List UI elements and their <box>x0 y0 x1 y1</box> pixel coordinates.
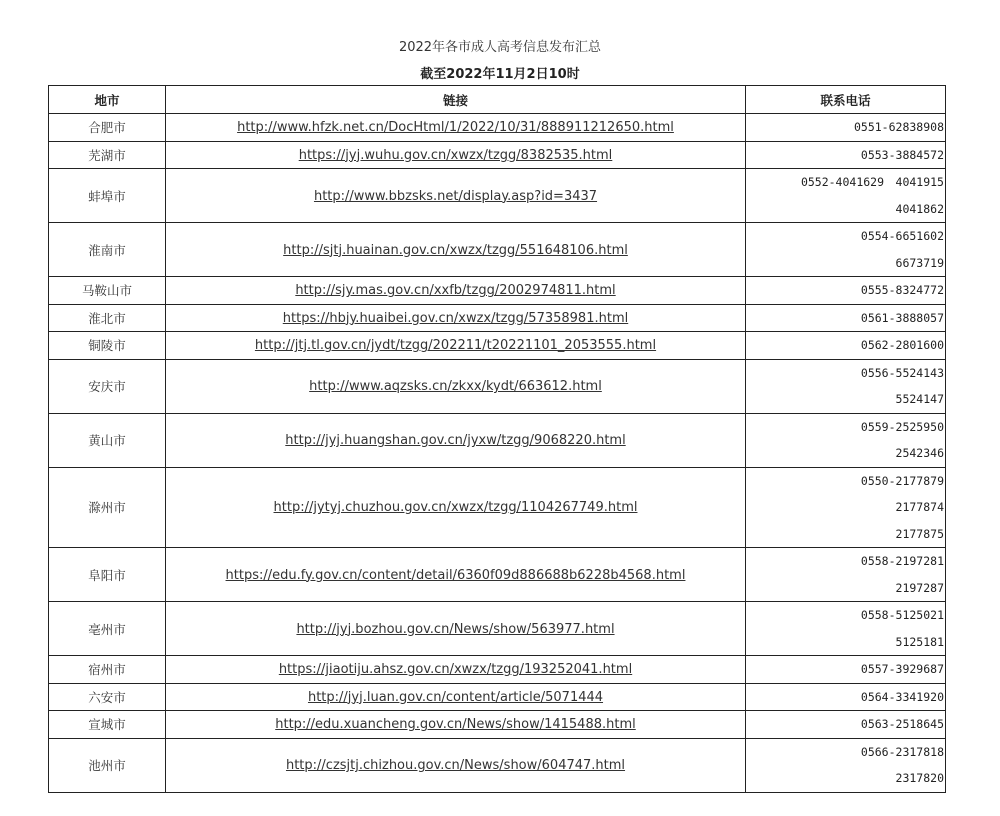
page-title: 2022年各市成人高考信息发布汇总 <box>398 40 602 55</box>
table-header-row <box>49 86 946 114</box>
phone-number: 0558-2197281 <box>860 554 944 568</box>
phone-number: 0551-62838908 <box>853 120 944 134</box>
notice-link[interactable]: http://jyj.bozhou.gov.cn/News/show/563977.html <box>296 621 615 637</box>
notice-link[interactable]: http://sjtj.huainan.gov.cn/xwzx/tzgg/551648106.html <box>283 242 628 258</box>
city-cell: 黄山市 <box>49 413 166 467</box>
phone-number: 2197287 <box>895 580 944 595</box>
table-row <box>49 413 946 467</box>
phone-number: 0553-3884572 <box>860 147 944 162</box>
link-cell <box>166 413 746 467</box>
phone-cell <box>746 467 946 548</box>
phone-number: 5125181 <box>895 634 944 649</box>
link-cell <box>166 683 746 711</box>
link-cell <box>166 656 746 684</box>
page-subtitle: 截至2022年11月2日10时 <box>420 67 580 82</box>
link-cell <box>166 332 746 360</box>
city-cell: 亳州市 <box>49 602 166 656</box>
notice-link[interactable]: http://www.bbzsks.net/display.asp?id=3437 <box>313 188 598 204</box>
phone-number: 0550-2177879 <box>860 473 944 488</box>
phone-cell <box>746 277 946 305</box>
notice-link[interactable]: http://www.aqzsks.cn/zkxx/kydt/663612.html <box>309 379 602 394</box>
table-body <box>49 114 946 793</box>
phone-number: 2317820 <box>895 771 944 785</box>
notice-link[interactable]: https://jyj.wuhu.gov.cn/xwzx/tzgg/8382535.html <box>298 147 613 163</box>
city-cell: 宿州市 <box>49 656 166 684</box>
notice-link[interactable]: https://hbjy.huaibei.gov.cn/xwzx/tzgg/57358981.html <box>282 310 629 326</box>
phone-number: 2177874 <box>895 500 944 514</box>
city-cell: 铜陵市 <box>49 332 166 360</box>
phone-number: 6673719 <box>895 255 944 270</box>
phone-number: 0557-3929687 <box>860 662 944 676</box>
link-cell <box>166 711 746 739</box>
phone-number: 0556-5524143 <box>860 365 944 380</box>
phone-number: 0563-2518645 <box>860 717 944 731</box>
table-row <box>49 359 946 413</box>
phone-cell <box>746 223 946 277</box>
table-row <box>49 656 946 684</box>
phone-number: 0558-5125021 <box>860 608 944 622</box>
table-row <box>49 114 946 142</box>
link-cell <box>166 602 746 656</box>
city-cell: 芜湖市 <box>49 141 166 169</box>
city-cell: 池州市 <box>49 738 166 792</box>
phone-number: 4041862 <box>895 201 944 216</box>
table-row <box>49 711 946 739</box>
notice-link[interactable]: http://jtj.tl.gov.cn/jydt/tzgg/202211/t20221101_2053555.html <box>254 338 657 354</box>
city-cell: 淮北市 <box>49 304 166 332</box>
link-cell <box>166 169 746 223</box>
link-cell <box>166 548 746 602</box>
phone-cell <box>746 548 946 602</box>
link-cell <box>166 304 746 332</box>
link-cell <box>166 277 746 305</box>
city-cell: 阜阳市 <box>49 548 166 602</box>
column-header-phone: 联系电话 <box>746 86 946 114</box>
city-cell: 马鞍山市 <box>49 277 166 305</box>
city-cell: 六安市 <box>49 683 166 711</box>
table-row <box>49 548 946 602</box>
table-row <box>49 738 946 792</box>
phone-cell <box>746 332 946 360</box>
notice-link[interactable]: http://jyj.luan.gov.cn/content/article/5071444 <box>307 689 604 705</box>
phone-number: 0564-3341920 <box>860 689 944 704</box>
city-cell: 宣城市 <box>49 711 166 739</box>
table-row <box>49 683 946 711</box>
city-cell: 滁州市 <box>49 467 166 548</box>
phone-cell <box>746 413 946 467</box>
city-cell: 蚌埠市 <box>49 169 166 223</box>
phone-number: 0555-8324772 <box>860 283 944 297</box>
phone-cell <box>746 738 946 792</box>
column-header-link: 链接 <box>166 86 746 114</box>
table-row <box>49 277 946 305</box>
phone-cell <box>746 683 946 711</box>
link-cell <box>166 738 746 792</box>
notice-link[interactable]: http://jytyj.chuzhou.gov.cn/xwzx/tzgg/1104267749.html <box>273 500 638 516</box>
phone-cell <box>746 141 946 169</box>
link-cell <box>166 223 746 277</box>
phone-cell <box>746 711 946 739</box>
phone-number: 0562-2801600 <box>860 338 944 352</box>
phone-cell <box>746 656 946 684</box>
notice-link[interactable]: http://czsjtj.chizhou.gov.cn/News/show/604747.html <box>285 758 626 773</box>
column-header-city: 地市 <box>49 86 166 114</box>
city-cell: 合肥市 <box>49 114 166 142</box>
phone-number: 0552-4041629 4041915 <box>800 175 944 189</box>
city-cell: 淮南市 <box>49 223 166 277</box>
link-cell <box>166 141 746 169</box>
notice-link[interactable]: http://sjy.mas.gov.cn/xxfb/tzgg/2002974811.html <box>295 283 616 299</box>
table-row <box>49 169 946 223</box>
notice-link[interactable]: http://www.hfzk.net.cn/DocHtml/1/2022/10/31/888911212650.html <box>237 120 674 136</box>
phone-number: 0566-2317818 <box>860 744 944 759</box>
city-cell: 安庆市 <box>49 359 166 413</box>
phone-cell <box>746 169 946 223</box>
link-cell <box>166 467 746 548</box>
phone-cell <box>746 602 946 656</box>
phone-number: 5524147 <box>895 392 944 406</box>
phone-number: 0554-6651602 <box>860 229 944 243</box>
table-row <box>49 141 946 169</box>
notice-link[interactable]: https://edu.fy.gov.cn/content/detail/6360f09d886688b6228b4568.html <box>225 567 686 583</box>
phone-number: 2177875 <box>895 526 944 541</box>
phone-number: 2542346 <box>895 446 944 460</box>
info-table <box>48 85 946 793</box>
phone-cell <box>746 359 946 413</box>
table-row <box>49 602 946 656</box>
table-row <box>49 467 946 548</box>
phone-cell <box>746 304 946 332</box>
table-row <box>49 223 946 277</box>
phone-number: 0559-2525950 <box>860 419 944 434</box>
table-row <box>49 332 946 360</box>
link-cell <box>166 359 746 413</box>
notice-link[interactable]: http://edu.xuancheng.gov.cn/News/show/1415488.html <box>275 717 636 733</box>
phone-number: 0561-3888057 <box>860 310 944 325</box>
table-row <box>49 304 946 332</box>
phone-cell <box>746 114 946 142</box>
notice-link[interactable]: http://jyj.huangshan.gov.cn/jyxw/tzgg/9068220.html <box>285 433 626 448</box>
link-cell <box>166 114 746 142</box>
notice-link[interactable]: https://jiaotiju.ahsz.gov.cn/xwzx/tzgg/193252041.html <box>278 662 633 678</box>
